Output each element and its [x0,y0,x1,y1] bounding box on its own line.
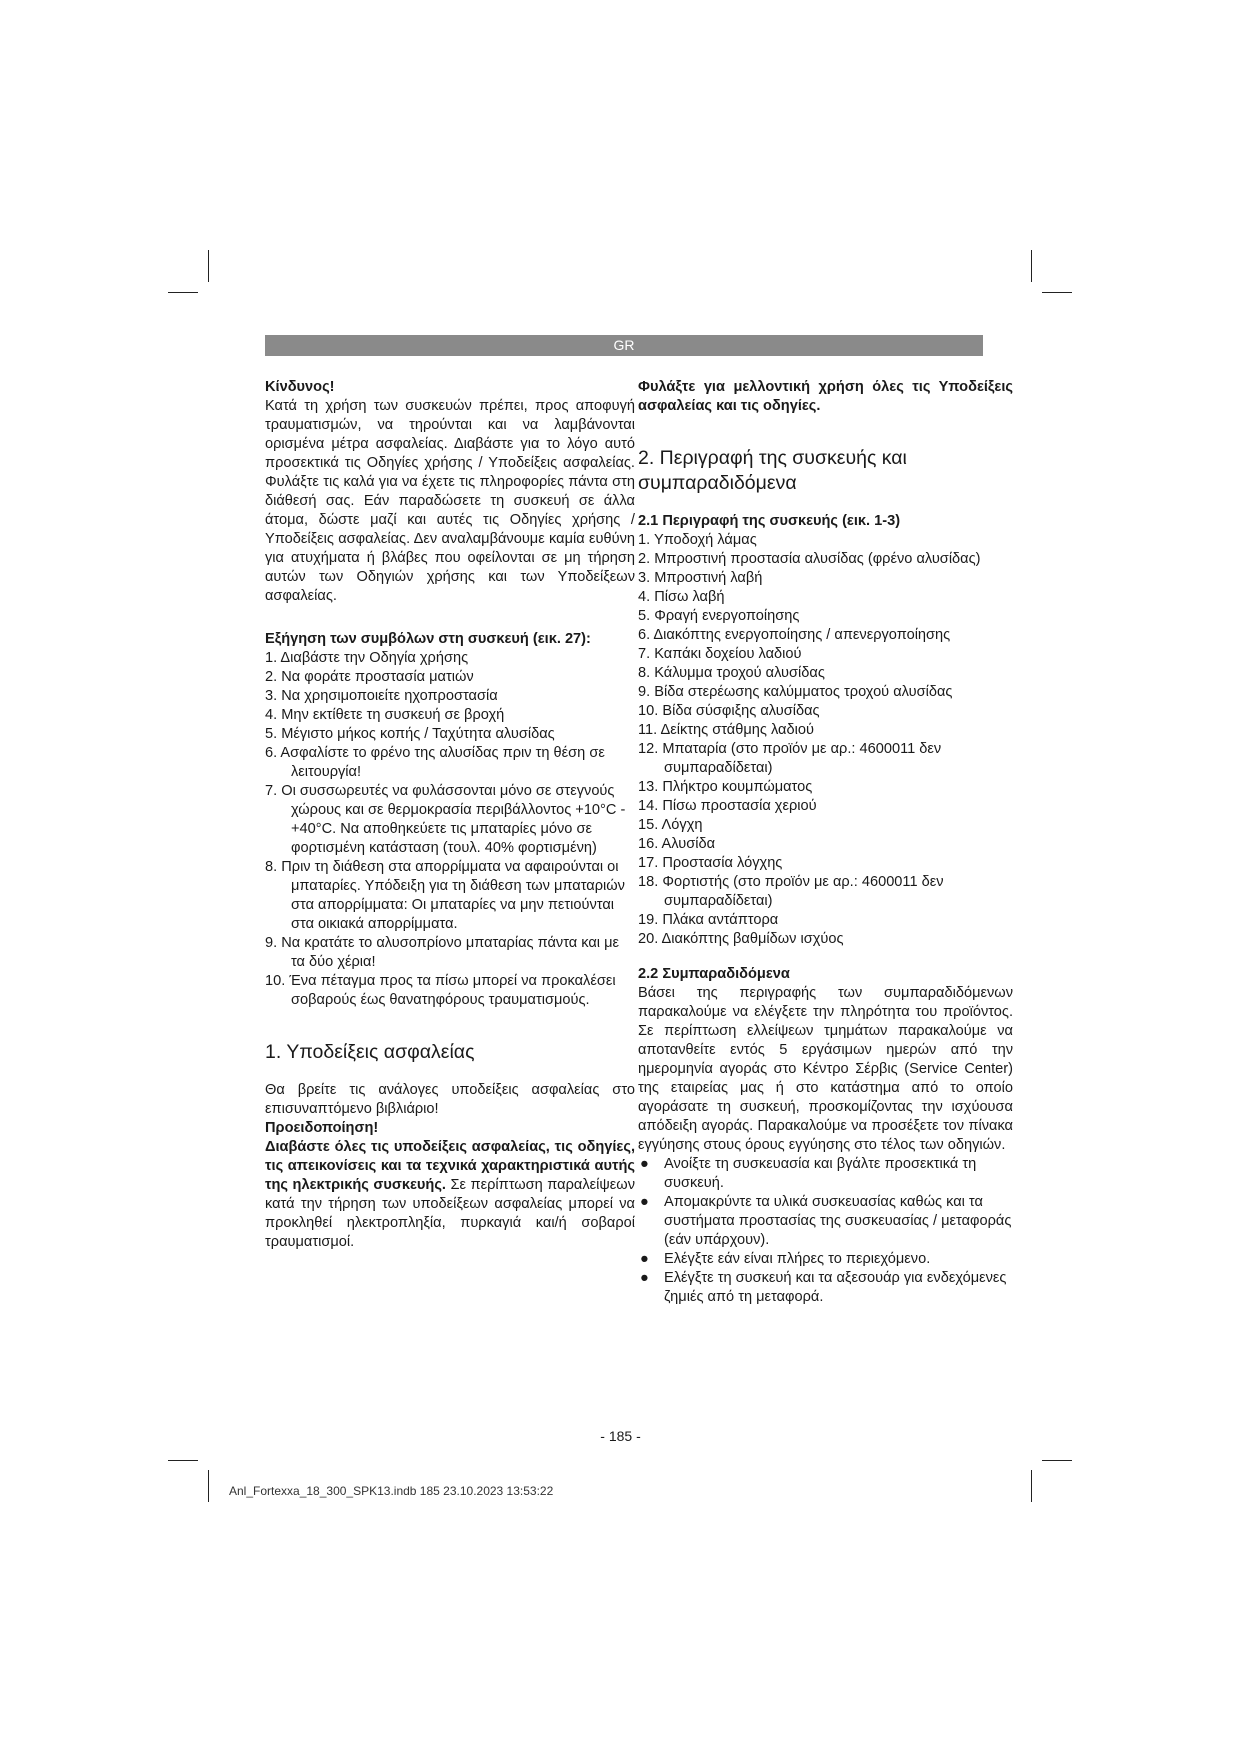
section2-1-heading: 2.1 Περιγραφή της συσκευής (εικ. 1-3) [638,513,901,529]
list-item: 7. Οι συσσωρευτές να φυλάσσονται μόνο σε στεγνούς χώρους και σε θερμοκρασία περιβάλλοντος +10°C - +40°C. Να αποθηκεύετε τις μπαταρίες μόνο σε φορτισμένη κατάσταση (τουλ. 40% φορτισμένη) [265,783,626,856]
list-item [638,1193,1013,1250]
crop-mark [168,292,198,293]
warning-title: Προειδοποίηση! [265,1120,379,1136]
list-item-text: Ελέγξτε εάν είναι πλήρες το περιεχόμενο. [664,1251,931,1267]
section2-2-text: Βάσει της περιγραφής των συμπαραδιδόμενων παρακαλούμε να ελέγξετε την πληρότητα του προϊόντος. Σε περίπτωση ελλείψεων τμημάτων παρακαλούμε να αποτανθείτε εντός 5 εργάσιμων ημερών από την ημερομηνία αγοράς στο Κέντρο Σέρβις (Service Center) της εταιρείας μας ή στο κατάστημα από το οποίο αγοράσατε τη συσκευή, προσκομίζοντας την ισχύουσα απόδειξη αγοράς. Παρακαλούμε να προσέξετε τον πίνακα εγγύησης στους όρους εγγύησης στο τέλος των οδηγιών. [638,985,1013,1153]
section1-heading: 1. Υποδείξεις ασφαλείας [265,1041,475,1063]
list-item: 3. Να χρησιμοποιείτε ηχοπροστασία [265,688,498,704]
list-item: 9. Να κρατάτε το αλυσοπρίονο μπαταρίας πάντα και με τα δύο χέρια! [265,935,620,970]
list-item: 11. Δείκτης στάθμης λαδιού [638,722,814,738]
bullet-icon: ● [640,1194,649,1210]
list-item: 4. Πίσω λαβή [638,589,725,605]
crop-mark [208,250,209,282]
list-item: 18. Φορτιστής (στο προϊόν με αρ.: 4600011 δεν συμπαραδίδεται) [638,874,944,909]
crop-mark [208,1470,209,1502]
list-item: 5. Μέγιστο μήκος κοπής / Ταχύτητα αλυσίδας [265,726,555,742]
page-number: - 185 - [600,1428,641,1444]
list-item: 15. Λόγχη [638,817,703,833]
list-item: 6. Ασφαλίστε το φρένο της αλυσίδας πριν τη θέση σε λειτουργία! [265,745,605,780]
list-item: 6. Διακόπτης ενεργοποίησης / απενεργοποίησης [638,627,951,643]
crop-mark [168,1460,198,1461]
list-item: 19. Πλάκα αντάπτορα [638,912,779,928]
list-item [638,1269,1013,1307]
checklist [638,1155,1013,1307]
list-item: 3. Μπροστινή λαβή [638,570,763,586]
list-item [638,1250,1013,1269]
warning-bold-text: Διαβάστε όλες τις υποδείξεις ασφαλείας, τις οδηγίες, τις απεικονίσεις και τα τεχνικά χαρακτηριστικά αυτής της ηλεκτρικής συσκευής. [265,1139,635,1193]
list-item: 10. Βίδα σύσφιξης αλυσίδας [638,703,820,719]
crop-mark [1031,1470,1032,1502]
list-item: 1. Διαβάστε την Οδηγία χρήσης [265,650,469,666]
list-item: 5. Φραγή ενεργοποίησης [638,608,800,624]
language-header-bar: GR [265,335,983,356]
list-item-text: Ελέγξτε τη συσκευή και τα αξεσουάρ για ενδεχόμενες ζημιές από τη μεταφορά. [664,1270,1007,1305]
list-item: 17. Προστασία λόγχης [638,855,783,871]
list-item: 8. Κάλυμμα τροχού αλυσίδας [638,665,825,681]
section2-heading: 2. Περιγραφή της συσκευής και συμπαραδιδόμενα [638,447,907,494]
right-column [638,378,1013,1307]
list-item: 10. Ένα πέταγμα προς τα πίσω μπορεί να προκαλέσει σοβαρούς έως θανατηφόρους τραυματισμούς. [265,973,616,1008]
crop-mark [1031,250,1032,282]
section1-text: Θα βρείτε τις ανάλογες υποδείξεις ασφαλείας στο επισυναπτόμενο βιβλιάριο! [265,1082,635,1117]
list-item-text: Απομακρύντε τα υλικά συσκευασίας καθώς και τα συστήματα προστασίας της συσκευασίας / μεταφοράς (εάν υπάρχουν). [664,1194,1012,1248]
list-item: 1. Υποδοχή λάμας [638,532,757,548]
warning-paragraph [265,1138,635,1252]
list-item: 20. Διακόπτης βαθμίδων ισχύος [638,931,844,947]
bullet-icon: ● [640,1251,649,1267]
symbols-title: Εξήγηση των συμβόλων στη συσκευή (εικ. 27): [265,631,591,647]
symbols-list [265,649,635,1010]
crop-mark [1042,292,1072,293]
list-item: 2. Να φοράτε προστασία ματιών [265,669,474,685]
list-item: 14. Πίσω προστασία χεριού [638,798,817,814]
list-item-text: Ανοίξτε τη συσκευασία και βγάλτε προσεκτικά τη συσκευή. [664,1156,977,1191]
keep-instructions-note: Φυλάξτε για μελλοντική χρήση όλες τις Υποδείξεις ασφαλείας και τις οδηγίες. [638,379,1013,414]
list-item: 9. Βίδα στερέωσης καλύμματος τροχού αλυσίδας [638,684,953,700]
list-item: 12. Μπαταρία (στο προϊόν με αρ.: 4600011 δεν συμπαραδίδεται) [638,741,942,776]
list-item [638,1155,1013,1193]
parts-list [638,531,1013,949]
list-item: 16. Αλυσίδα [638,836,716,852]
danger-title: Κίνδυνος! [265,379,335,395]
section2-2-heading: 2.2 Συμπαραδιδόμενα [638,966,790,982]
crop-mark [1042,1460,1072,1461]
list-item: 2. Μπροστινή προστασία αλυσίδας (φρένο αλυσίδας) [638,551,981,567]
list-item: 4. Μην εκτίθετε τη συσκευή σε βροχή [265,707,505,723]
bullet-icon: ● [640,1270,649,1286]
list-item: 8. Πριν τη διάθεση στα απορρίμματα να αφαιρούνται οι μπαταρίες. Υπόδειξη για τη διάθεση των μπαταριών στα απορρίμματα: Οι μπαταρίες να μην πετιούνται στα οικιακά απορρίμματα. [265,859,625,932]
danger-text: Κατά τη χρήση των συσκευών πρέπει, προς αποφυγή τραυματισμών, να τηρούνται και να λαμβάνονται ορισμένα μέτρα ασφαλείας. Διαβάστε για το λόγο αυτό προσεκτικά τις Οδηγίες χρήσης / Υποδείξεις ασφαλείας. Φυλάξτε τις καλά για να έχετε τις πληροφορίες πάντα στη διάθεσή σας. Εάν παραδώσετε τη συσκευή σε άλλα άτομα, δώστε μαζί και αυτές τις Οδηγίες χρήσης / Υποδείξεις ασφαλείας. Δεν αναλαμβάνουμε καμία ευθύνη για ατυχήματα ή βλάβες που οφείλονται σε μη τήρηση αυτών των Οδηγιών χρήσης και των Υποδείξεων ασφαλείας. [265,398,635,604]
list-item: 13. Πλήκτρο κουμπώματος [638,779,813,795]
print-footer: Anl_Fortexxa_18_300_SPK13.indb 185 23.10.2023 13:53:22 [229,1484,554,1498]
left-column [265,378,635,1252]
warning-text: Σε περίπτωση παραλείψεων κατά την τήρηση των υποδείξεων ασφαλείας μπορεί να προκληθεί ηλεκτροπληξία, πυρκαγιά και/ή σοβαροί τραυματισμοί. [265,1177,635,1250]
list-item: 7. Καπάκι δοχείου λαδιού [638,646,802,662]
bullet-icon: ● [640,1156,649,1172]
